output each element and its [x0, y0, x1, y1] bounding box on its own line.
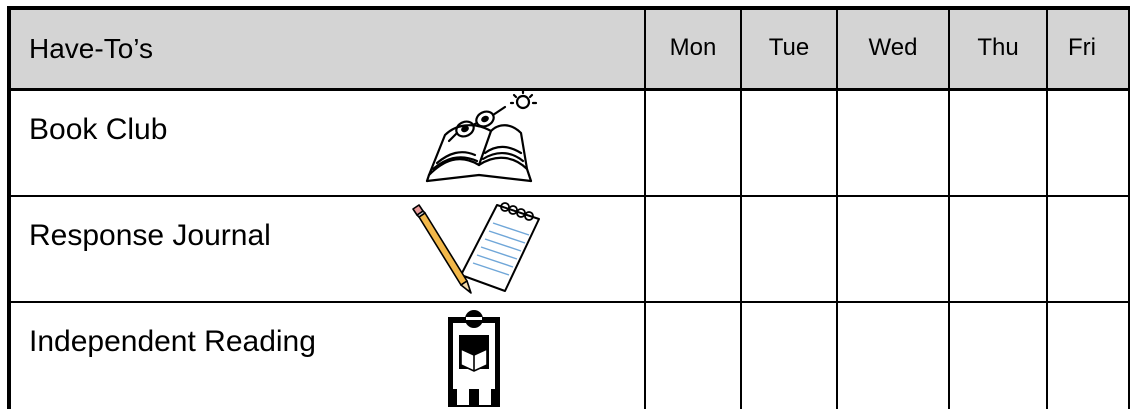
checkbox-cell-mon[interactable] — [645, 302, 741, 409]
checkbox-cell-mon[interactable] — [645, 196, 741, 302]
checkbox-cell-fri[interactable] — [1047, 196, 1129, 302]
checkbox-cell-tue[interactable] — [741, 302, 837, 409]
checkbox-cell-tue[interactable] — [741, 196, 837, 302]
task-label: Response Journal — [29, 219, 271, 252]
checkbox-cell-thu[interactable] — [949, 302, 1047, 409]
person-reading-in-chair-icon — [447, 305, 501, 409]
checkbox-cell-wed[interactable] — [837, 196, 949, 302]
task-label: Book Club — [29, 113, 168, 146]
checkbox-cell-thu[interactable] — [949, 196, 1047, 302]
table-row — [9, 302, 1129, 409]
checkbox-cell-fri[interactable] — [1047, 90, 1129, 197]
day-header-tue: Tue — [741, 8, 837, 90]
checkbox-cell-wed[interactable] — [837, 302, 949, 409]
day-header-mon: Mon — [645, 8, 741, 90]
checkbox-cell-wed[interactable] — [837, 90, 949, 197]
task-label: Independent Reading — [29, 325, 316, 358]
task-cell-book-club — [9, 90, 645, 197]
table-row — [9, 90, 1129, 197]
have-tos-table — [7, 6, 1130, 409]
checkbox-cell-thu[interactable] — [949, 90, 1047, 197]
day-header-fri: Fri — [1047, 8, 1129, 90]
pencil-notepad-icon — [409, 199, 541, 295]
day-header-thu: Thu — [949, 8, 1047, 90]
checkbox-cell-tue[interactable] — [741, 90, 837, 197]
task-column-header: Have-To’s — [9, 8, 645, 90]
header-row — [9, 8, 1129, 90]
day-header-wed: Wed — [837, 8, 949, 90]
checkbox-cell-fri[interactable] — [1047, 302, 1129, 409]
table-row — [9, 196, 1129, 302]
task-cell-independent-reading — [9, 302, 645, 409]
open-book-reading-glasses-icon — [423, 91, 539, 187]
checkbox-cell-mon[interactable] — [645, 90, 741, 197]
task-cell-response-journal — [9, 196, 645, 302]
